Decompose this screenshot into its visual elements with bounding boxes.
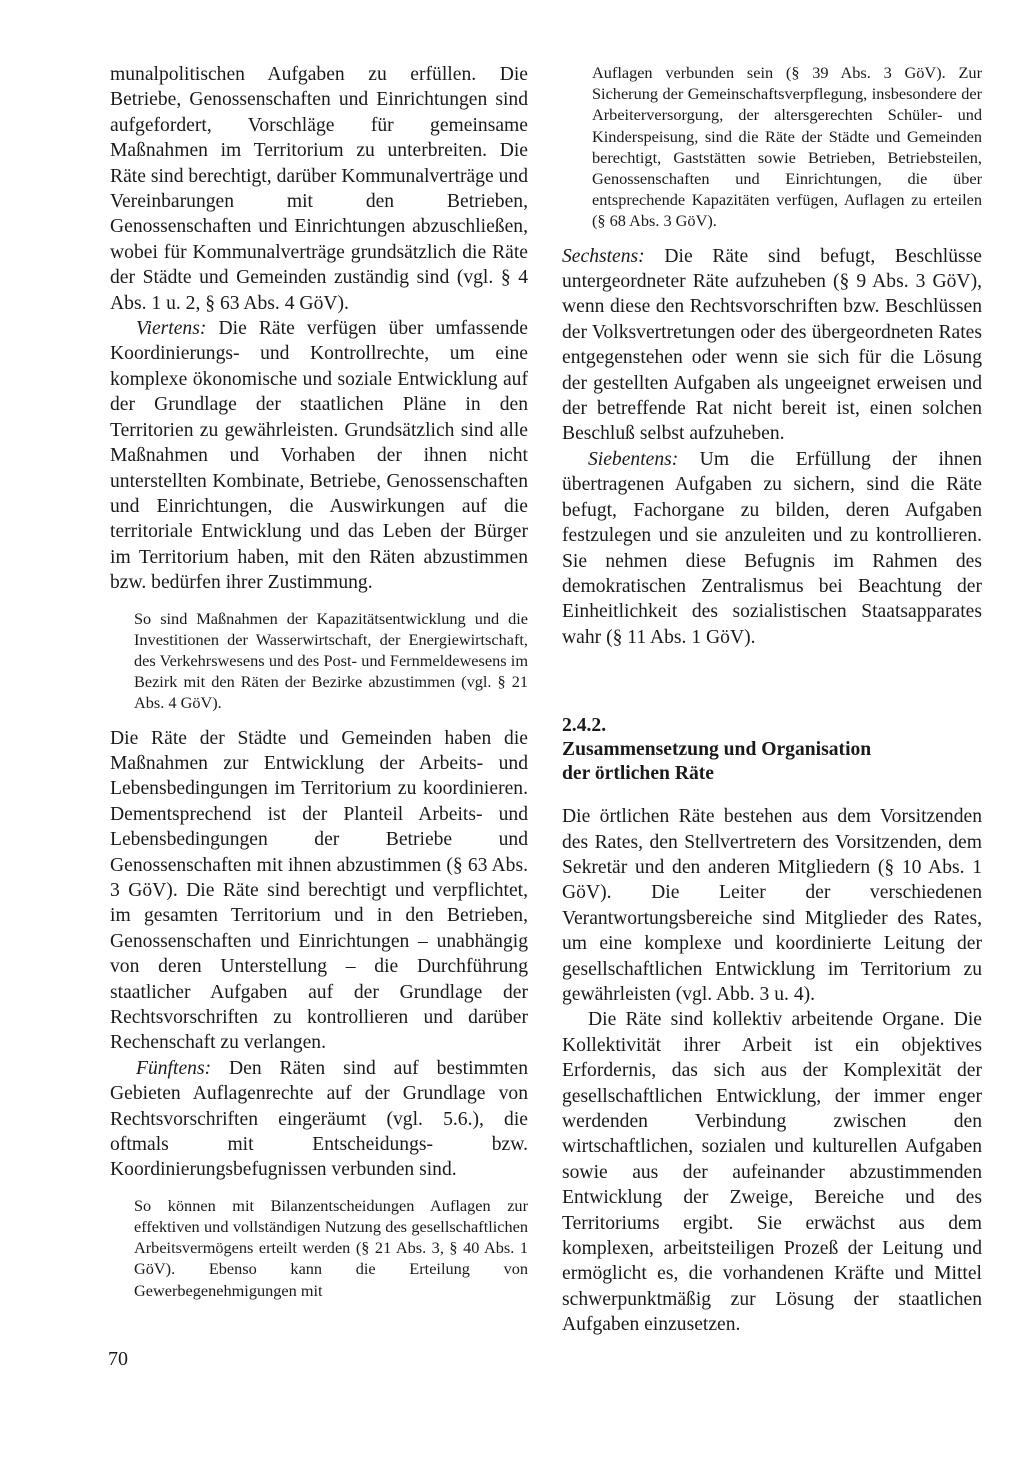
paragraph-text: Den Räten sind auf bestimmten Gebieten Auflagenrechte auf der Grundlage von Rechtsvorschriften eingeräumt (vgl. 5.6.), die oftmals mit Entscheidungs- bzw. Koordinierungsbefugnissen verbunden sind.: [110, 1057, 528, 1181]
section-heading: [562, 714, 982, 786]
paragraph-viertens: [110, 316, 528, 595]
paragraph-text: Um die Erfüllung der ihnen übertragenen Aufgaben zu sichern, sind die Räte befugt, Fachorgane zu bilden, deren Aufgaben festzulegen und sie anzuleiten und zu kontrollieren. Sie nehmen diese Befugnis im Rahmen des demokratischen Zentralismus bei Beachtung der Einheitlichkeit des sozialistischen Staatsapparates wahr (§ 11 Abs. 1 GöV).: [562, 448, 982, 648]
right-column: [562, 62, 982, 1338]
note-example-2: So können mit Bilanzentscheidungen Auflagen zur effektiven und vollständigen Nutzung des gesellschaftlichen Arbeitsvermögens erteilt werden (§ 21 Abs. 3, § 40 Abs. 1 GöV). Ebenso kann die Erteilung von Gewerbegenehmigungen mit: [134, 1195, 528, 1300]
paragraph-zusammensetzung: Die örtlichen Räte bestehen aus dem Vorsitzenden des Rates, den Stellvertretern des Vorsitzenden, dem Sekretär und den anderen Mitgliedern (§ 10 Abs. 1 GöV). Die Leiter der verschiedenen Verantwortungsbereiche sind Mitglieder des Rates, um eine komplexe und koordinierte Leitung der gesellschaftlichen Entwicklung im Territorium zu gewährleisten (vgl. Abb. 3 u. 4).: [562, 806, 982, 1005]
paragraph-kollektivitaet: Die Räte sind kollektiv arbeitende Organe. Die Kollektivität ihrer Arbeit ist ein objektives Erfordernis, das sich aus der Komplexität der gesellschaftlichen Entwicklung, der immer enger werdenden Verbindung zwischen den wirtschaftlichen, sozialen und kulturellen Aufgaben sowie aus der aufeinander abzustimmenden Entwicklung der Zweige, Bereiche und des Territoriums ergibt. Sie erwächst aus dem komplexen, arbeitsteiligen Prozeß der Leitung und ermöglicht es, die vorhandenen Kräfte und Mittel schwerpunktmäßig zur Lösung der staatlichen Aufgaben einzusetzen.: [562, 1009, 982, 1336]
enumeration-lead: Sechstens:: [562, 245, 645, 267]
paragraph-continuation: munalpolitischen Aufgaben zu erfüllen. Die Betriebe, Genossenschaften und Einrichtungen sind aufgefordert, Vorschläge für gemeinsame Maßnahmen im Territorium zu unterbreiten. Die Räte sind berechtigt, darüber Kommunalverträge und Vereinbarungen mit den Betrieben, Genossenschaften und Einrichtungen abzuschließen, wobei für Kommunalverträge grundsätzlich die Räte der Städte und Gemeinden zuständig sind (vgl. § 4 Abs. 1 u. 2, § 63 Abs. 4 GöV).: [110, 64, 528, 314]
note-example-2-continued: Auflagen verbunden sein (§ 39 Abs. 3 GöV). Zur Sicherung der Gemeinschaftsverpflegung, insbesondere der Arbeiterversorgung, der altersgerechten Schüler- und Kinderspeisung, sind die Räte der Städte und Gemeinden berechtigt, Gaststätten sowie Betrieben, Betriebsteilen, Genossenschaften und Einrichtungen, die über entsprechende Kapazitäten verfügen, Auflagen zu erteilen (§ 68 Abs. 3 GöV).: [592, 63, 982, 231]
paragraph-text: Die Räte verfügen über umfassende Koordinierungs- und Kontrollrechte, um eine komplexe ökonomische und soziale Entwicklung auf der Grundlage der staatlichen Pläne in den Territorien zu gewährleisten. Grundsätzlich sind alle Maßnahmen und Vorhaben der ihnen nicht unterstellten Kombinate, Betriebe, Genossenschaften und Einrichtungen, die Auswirkungen auf die territoriale Entwicklung und das Leben der Bürger im Territorium haben, mit den Räten abzustimmen bzw. bedürfen ihrer Zustimmung.: [110, 318, 528, 594]
paragraph-text: Die Räte sind befugt, Beschlüsse untergeordneter Räte aufzuheben (§ 9 Abs. 3 GöV), wenn diese den Rechtsvorschriften bzw. Beschlüssen der Volksvertretungen oder des übergeordneten Rates entgegenstehen oder wenn sie sich für die Lösung der gestellten Aufgaben als ungeeignet erweisen und der betreffende Rat nicht bereit ist, einen solchen Beschluß selbst aufzuheben.: [562, 245, 982, 445]
left-column: [110, 62, 528, 1301]
note-example-1: So sind Maßnahmen der Kapazitätsentwicklung und die Investitionen der Wasserwirtschaft, der Energiewirtschaft, des Verkehrswesens und des Post- und Fernmeldewesens im Bezirk mit den Räten der Bezirke abzustimmen (vgl. § 21 Abs. 4 GöV).: [134, 608, 528, 713]
paragraph-staedte-gemeinden: Die Räte der Städte und Gemeinden haben die Maßnahmen zur Entwicklung der Arbeits- und Lebensbedingungen im Territorium zu koordinieren. Dementsprechend ist der Planteil Arbeits- und Lebensbedingungen der Betriebe und Genossenschaften mit ihnen abzustimmen (§ 63 Abs. 3 GöV). Die Räte sind berechtigt und verpflichtet, im gesamten Territorium und in den Betrieben, Genossenschaften und Einrichtungen – unabhängig von deren Unterstellung – die Durchführung staatlicher Aufgaben auf der Grundlage der Rechtsvorschriften zu kontrollieren und darüber Rechenschaft zu verlangen.: [110, 727, 528, 1054]
paragraph-siebentens: [562, 447, 982, 650]
enumeration-lead: Fünftens:: [136, 1057, 212, 1079]
page-number: 70: [108, 1348, 128, 1370]
paragraph-fuenftens: [110, 1056, 528, 1183]
paragraph-sechstens: [562, 244, 982, 447]
enumeration-lead: Siebentens:: [588, 448, 679, 470]
section-title-line-2: der örtlichen Räte: [562, 763, 714, 785]
section-number: 2.4.2.: [562, 715, 607, 737]
section-title-line-1: Zusammensetzung und Organisation: [562, 739, 872, 761]
enumeration-lead: Viertens:: [136, 318, 207, 340]
